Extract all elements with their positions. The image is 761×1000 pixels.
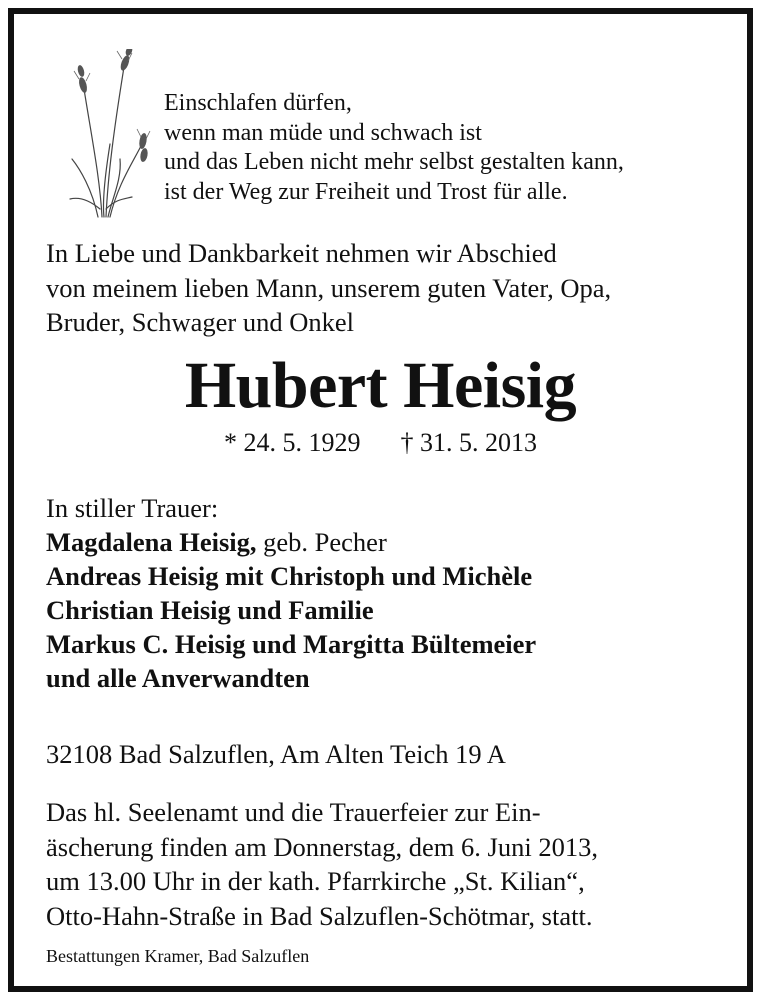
poem-line: wenn man müde und schwach ist xyxy=(164,119,482,146)
intro-line: In Liebe und Dankbarkeit nehmen wir Abschied xyxy=(46,238,557,268)
poem-line: Einschlafen dürfen, xyxy=(164,90,352,116)
address: 32108 Bad Salzuflen, Am Alten Teich 19 A xyxy=(46,739,506,769)
notice-body xyxy=(14,14,747,986)
poem-line: und das Leben nicht mehr selbst gestalten kann, xyxy=(164,149,624,175)
funeral-home: Bestattungen Kramer, Bad Salzuflen xyxy=(46,946,310,966)
mourners xyxy=(46,491,536,695)
mourner-line: Andreas Heisig mit Christoph und Michèle xyxy=(46,561,533,591)
service-info xyxy=(46,795,598,933)
service-line: äscherung finden am Donnerstag, dem 6. Juni 2013, xyxy=(46,831,598,862)
poem-line: ist der Weg zur Freiheit und Trost für alle. xyxy=(164,178,568,205)
mourner-line: Markus C. Heisig und Margitta Bültemeier xyxy=(46,629,537,659)
mourner-line: und alle Anverwandten xyxy=(46,663,310,693)
mourner-suffix: geb. Pecher xyxy=(256,527,387,557)
intro-line: von meinem lieben Mann, unserem guten Vater, Opa, xyxy=(46,272,612,303)
intro-text xyxy=(46,236,611,340)
life-dates xyxy=(14,426,747,460)
deceased-name: Hubert Heisig xyxy=(184,349,577,422)
intro-line: Bruder, Schwager und Onkel xyxy=(46,307,355,337)
service-line: Das hl. Seelenamt und die Trauerfeier zur Ein- xyxy=(46,797,541,827)
birth-date: * 24. 5. 1929 xyxy=(224,428,361,457)
poem xyxy=(164,89,624,207)
mourner-line xyxy=(46,525,536,559)
notice-frame xyxy=(8,8,753,992)
service-line: um 13.00 Uhr in der kath. Pfarrkirche „St. Kilian“, xyxy=(46,866,585,896)
mourner-line: Christian Heisig und Familie xyxy=(46,595,374,625)
mourners-heading: In stiller Trauer: xyxy=(46,493,219,523)
mourner-name: Magdalena Heisig, xyxy=(46,527,257,557)
service-line: Otto-Hahn-Straße in Bad Salzuflen-Schötmar, statt. xyxy=(46,900,593,931)
death-date: † 31. 5. 2013 xyxy=(400,428,537,457)
wheat-icon xyxy=(62,49,152,219)
